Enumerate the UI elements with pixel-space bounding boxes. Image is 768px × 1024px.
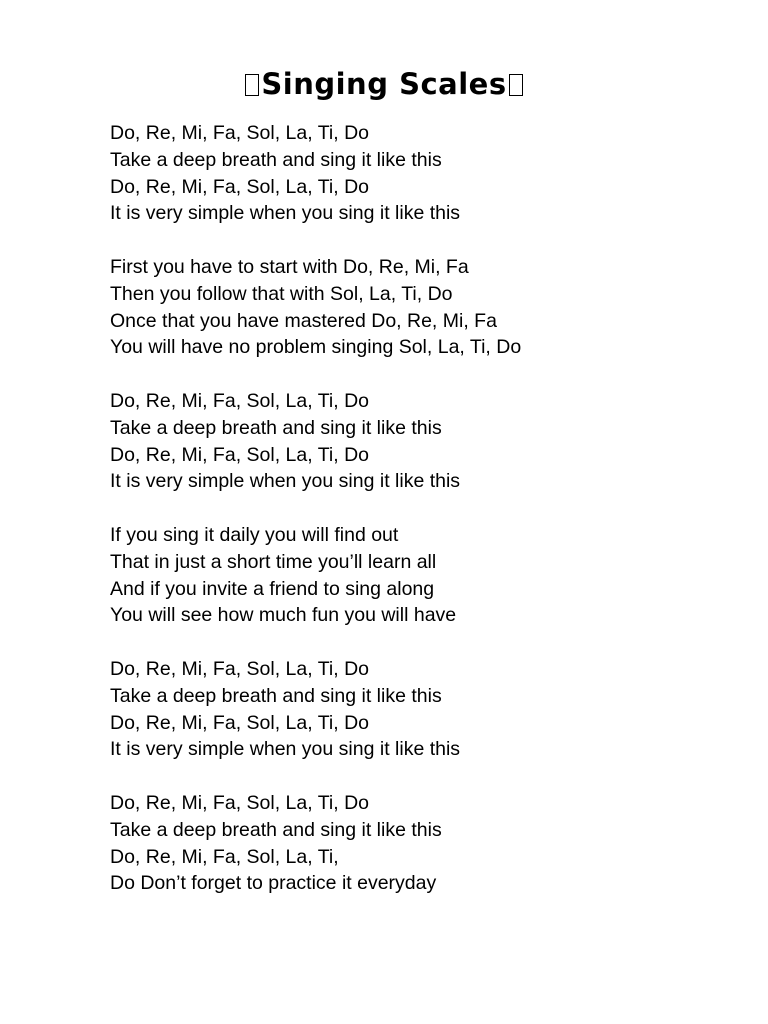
lyric-line: You will have no problem singing Sol, La, Ti, Do [110, 336, 522, 359]
missing-glyph-icon [245, 74, 259, 96]
lyric-line: Take a deep breath and sing it like this [110, 818, 442, 841]
lyric-line: Do, Re, Mi, Fa, Sol, La, Ti, Do [110, 175, 370, 198]
lyric-line: Do, Re, Mi, Fa, Sol, La, Ti, Do [110, 443, 370, 466]
lyric-line: It is very simple when you sing it like this [110, 470, 461, 493]
lyric-line: Then you follow that with Sol, La, Ti, Do [110, 282, 453, 305]
lyric-line: Take a deep breath and sing it like this [110, 684, 442, 707]
lyric-line: Take a deep breath and sing it like this [110, 416, 442, 439]
lyric-line: Do, Re, Mi, Fa, Sol, La, Ti, Do [110, 711, 370, 734]
stanza [110, 120, 730, 227]
lyric-line: Take a deep breath and sing it like this [110, 148, 442, 171]
lyric-line: Do, Re, Mi, Fa, Sol, La, Ti, Do [110, 122, 370, 144]
lyric-line: Once that you have mastered Do, Re, Mi, Fa [110, 309, 497, 332]
stanza [110, 522, 730, 629]
lyric-line: It is very simple when you sing it like this [110, 202, 461, 225]
stanza [110, 790, 730, 897]
title-row [0, 66, 768, 102]
lyric-line: Do, Re, Mi, Fa, Sol, La, Ti, Do [110, 657, 370, 680]
lyrics-body [110, 120, 730, 924]
lyric-line: Do, Re, Mi, Fa, Sol, La, Ti, Do [110, 791, 370, 814]
stanza [110, 388, 730, 495]
page-title: Singing Scales [261, 67, 507, 101]
stanza [110, 254, 730, 361]
lyric-line: It is very simple when you sing it like this [110, 738, 461, 761]
lyric-line: And if you invite a friend to sing along [110, 577, 435, 600]
lyric-line: That in just a short time you’ll learn all [110, 550, 437, 573]
lyric-line: If you sing it daily you will find out [110, 523, 399, 546]
lyric-line: Do Don’t forget to practice it everyday [110, 872, 437, 895]
lyric-line: You will see how much fun you will have [110, 604, 457, 627]
lyric-line: Do, Re, Mi, Fa, Sol, La, Ti, Do [110, 389, 370, 412]
stanza [110, 656, 730, 763]
missing-glyph-icon [509, 74, 523, 96]
lyric-line: Do, Re, Mi, Fa, Sol, La, Ti, [110, 845, 339, 868]
lyric-line: First you have to start with Do, Re, Mi, Fa [110, 255, 469, 278]
